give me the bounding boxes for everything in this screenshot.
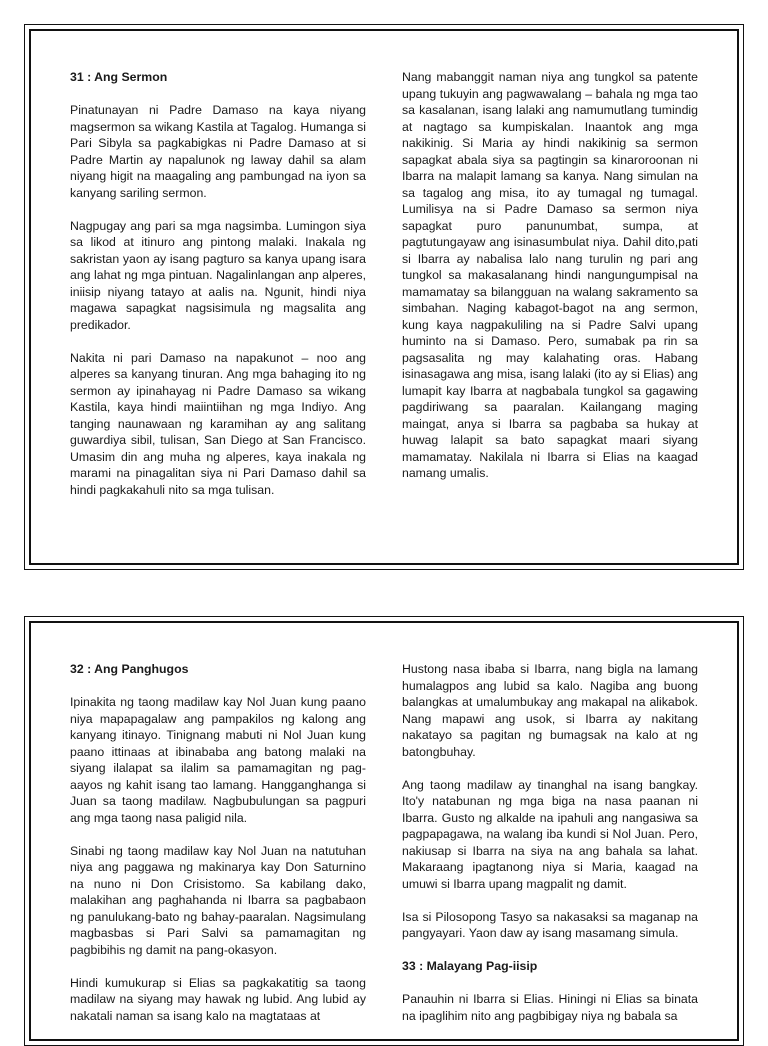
paragraph: Nakita ni pari Damaso na napakunot – noo ang alperes sa kanyang tinuran. Ang mga bahaging ito ng sermon ay ipinahayag ni Padre Damaso sa wikang Kastila, kaya hindi maiintiihan ng mga Indiyo. Ang tanging naunawaan ng karamihan ay ang salitang guwardiya sibil, tulisan, San Diego at San Francisco. Umasim din ang muha ng alperes, kaya inakala ng marami na pinagalitan siya ni Pari Damaso dahil sa hindi pagkakahuli nito sa mga tulisan.	[70, 350, 366, 497]
paragraph: Ipinakita ng taong madilaw kay Nol Juan kung paano niya mapapagalaw ang pampakilos ng kalong ang kanyang itinayo. Tinignang mabuti ni Nol Juan kung paano ittinaas at ibinababa ang batong malaki na siyang ilalapat sa ilalim sa pamamagitan ng pag-aayos ng kahit isang tao lamang. Hangganghanga si Juan sa taong madilaw. Nagbubulungan sa pagpuri ang mga taong nasa paligid nila.	[70, 695, 366, 825]
document-page-1	[24, 24, 744, 570]
paragraph: Panauhin ni Ibarra si Elias. Hiningi ni Elias sa binata na ipaglihim nito ang pagbibigay niya ng babala sa	[402, 992, 698, 1023]
document-page-2	[24, 616, 744, 1046]
chapter-33-heading: 33 : Malayang Pag-iisip	[402, 959, 538, 973]
paragraph: Hustong nasa ibaba si Ibarra, nang bigla na lamang humalagpos ang lubid sa kalo. Nagiba ang buong balangkas at umalumbukay ang makapal na alikabok. Nang mapawi ang usok, si Ibarra ay nakitang nakatayo sa pagitan ng bumagsak na kalo at ng batongbuhay.	[402, 662, 698, 759]
page-1-right-column	[402, 69, 698, 498]
paragraph: Pinatunayan ni Padre Damaso na kaya niyang magsermon sa wikang Kastila at Tagalog. Humanga si Pari Sibyla sa pagkabigkas ni Padre Damaso at si Padre Martin ay napalunok ng laway dahil sa alam niyang higit na maagaling ang pambungad na iyon sa kanyang sariling sermon.	[70, 103, 366, 200]
paragraph: Nang mabanggit naman niya ang tungkol sa patente upang tukuyin ang pagwawalang – bahala ng mga tao sa kasalanan, isang lalaki ang namumutlang tumindig at nagtago sa kumpiskalan. Inaantok ang mga nakikinig. Si Maria ay hindi nakikinig sa sermon sapagkat abala siya sa pagtingin sa kinaroroonan ni Ibarra na malapit lamang sa kanya. Nang simulan na sa tagalog ang misa, ito ay tumagal ng tumagal. Lumilisya na si Padre Damaso sa sermon niya sapagkat puro panunumbat, sumpa, at pagtutungayaw ang isinasumbulat niya. Dahil dito,pati si Ibarra ay nabalisa lalo nang turulin ng pari ang tungkol sa makasalanang hindi nangungumpisal na mamamatay sa bilangguan na walang sakramento sa simbahan. Naging kabagot-bagot na ang sermon, kung kaya nagpakuliling na si Padre Salvi upang huminto na si Damaso. Pero, sumabak pa rin sa pagsasalita ng may kalahating oras. Habang isinasagawa ang misa, isang lalaki (ito ay si Elias) ang lumapit kay Ibarra at nagbabala tungkol sa gagawing pagdiriwang sa paaralan. Kailangang maging maingat, anya si Ibarra sa pagbaba sa hukay at huwag lalapit sa bato sapagkat maari siyang mamamatay. Nakilala ni Ibarra si Elias na kaagad namang umalis.	[402, 70, 698, 480]
paragraph: Hindi kumukurap si Elias sa pagkakatitig sa taong madilaw na siyang may hawak ng lubid. Ang lubid ay nakatali naman sa isang kalo na magtataas at	[70, 975, 366, 1023]
paragraph: Sinabi ng taong madilaw kay Nol Juan na natutuhan niya ang paggawa ng makinarya kay Don Saturnino na nuno ni Don Crisistomo. Sa kabilang dako, malakihan ang paghahanda ni Ibarra sa pagbabaon ng panulukang-bato ng bahay-paaralan. Nagsimulang magbasbas si Pari Salvi sa pamamagitan ng pagbibihis ng damit na pang-okasyon.	[70, 843, 366, 957]
page-1-left-column	[70, 69, 366, 515]
page-2-right-column	[402, 661, 698, 1041]
paragraph: Nagpugay ang pari sa mga nagsimba. Lumingon siya sa likod at itinuro ang pintong malaki. Inakala ng sakristan yaon ay isang pagturo sa kanya upang isara ang lahat ng mga pintuan. Nagalinlangan anp alperes, iniisip niyang tatayo at aalis na. Ngunit, hindi niya magawa sapagkat nagsisimula ng magsalita ang predikador.	[70, 218, 366, 332]
chapter-32-heading: 32 : Ang Panghugos	[70, 662, 189, 676]
page-2-left-column	[70, 661, 366, 1041]
paragraph: Isa si Pilosopong Tasyo sa nakasaksi sa maganap na pangyayari. Yaon daw ay isang masamang simula.	[402, 909, 698, 940]
chapter-31-heading: 31 : Ang Sermon	[70, 70, 168, 84]
paragraph: Ang taong madilaw ay tinanghal na isang bangkay. Ito'y natabunan ng mga biga na nasa paanan ni Ibarra. Gusto ng alkalde na ipahuli ang nangasiwa sa pagpapagawa, na walang iba kundi si Nol Juan. Pero, nakiusap si Ibarra na siya na ang bahala sa lahat. Makaraang ipagtanong niya si Maria, kaagad na umuwi si Ibarra upang magpalit ng damit.	[402, 777, 698, 891]
